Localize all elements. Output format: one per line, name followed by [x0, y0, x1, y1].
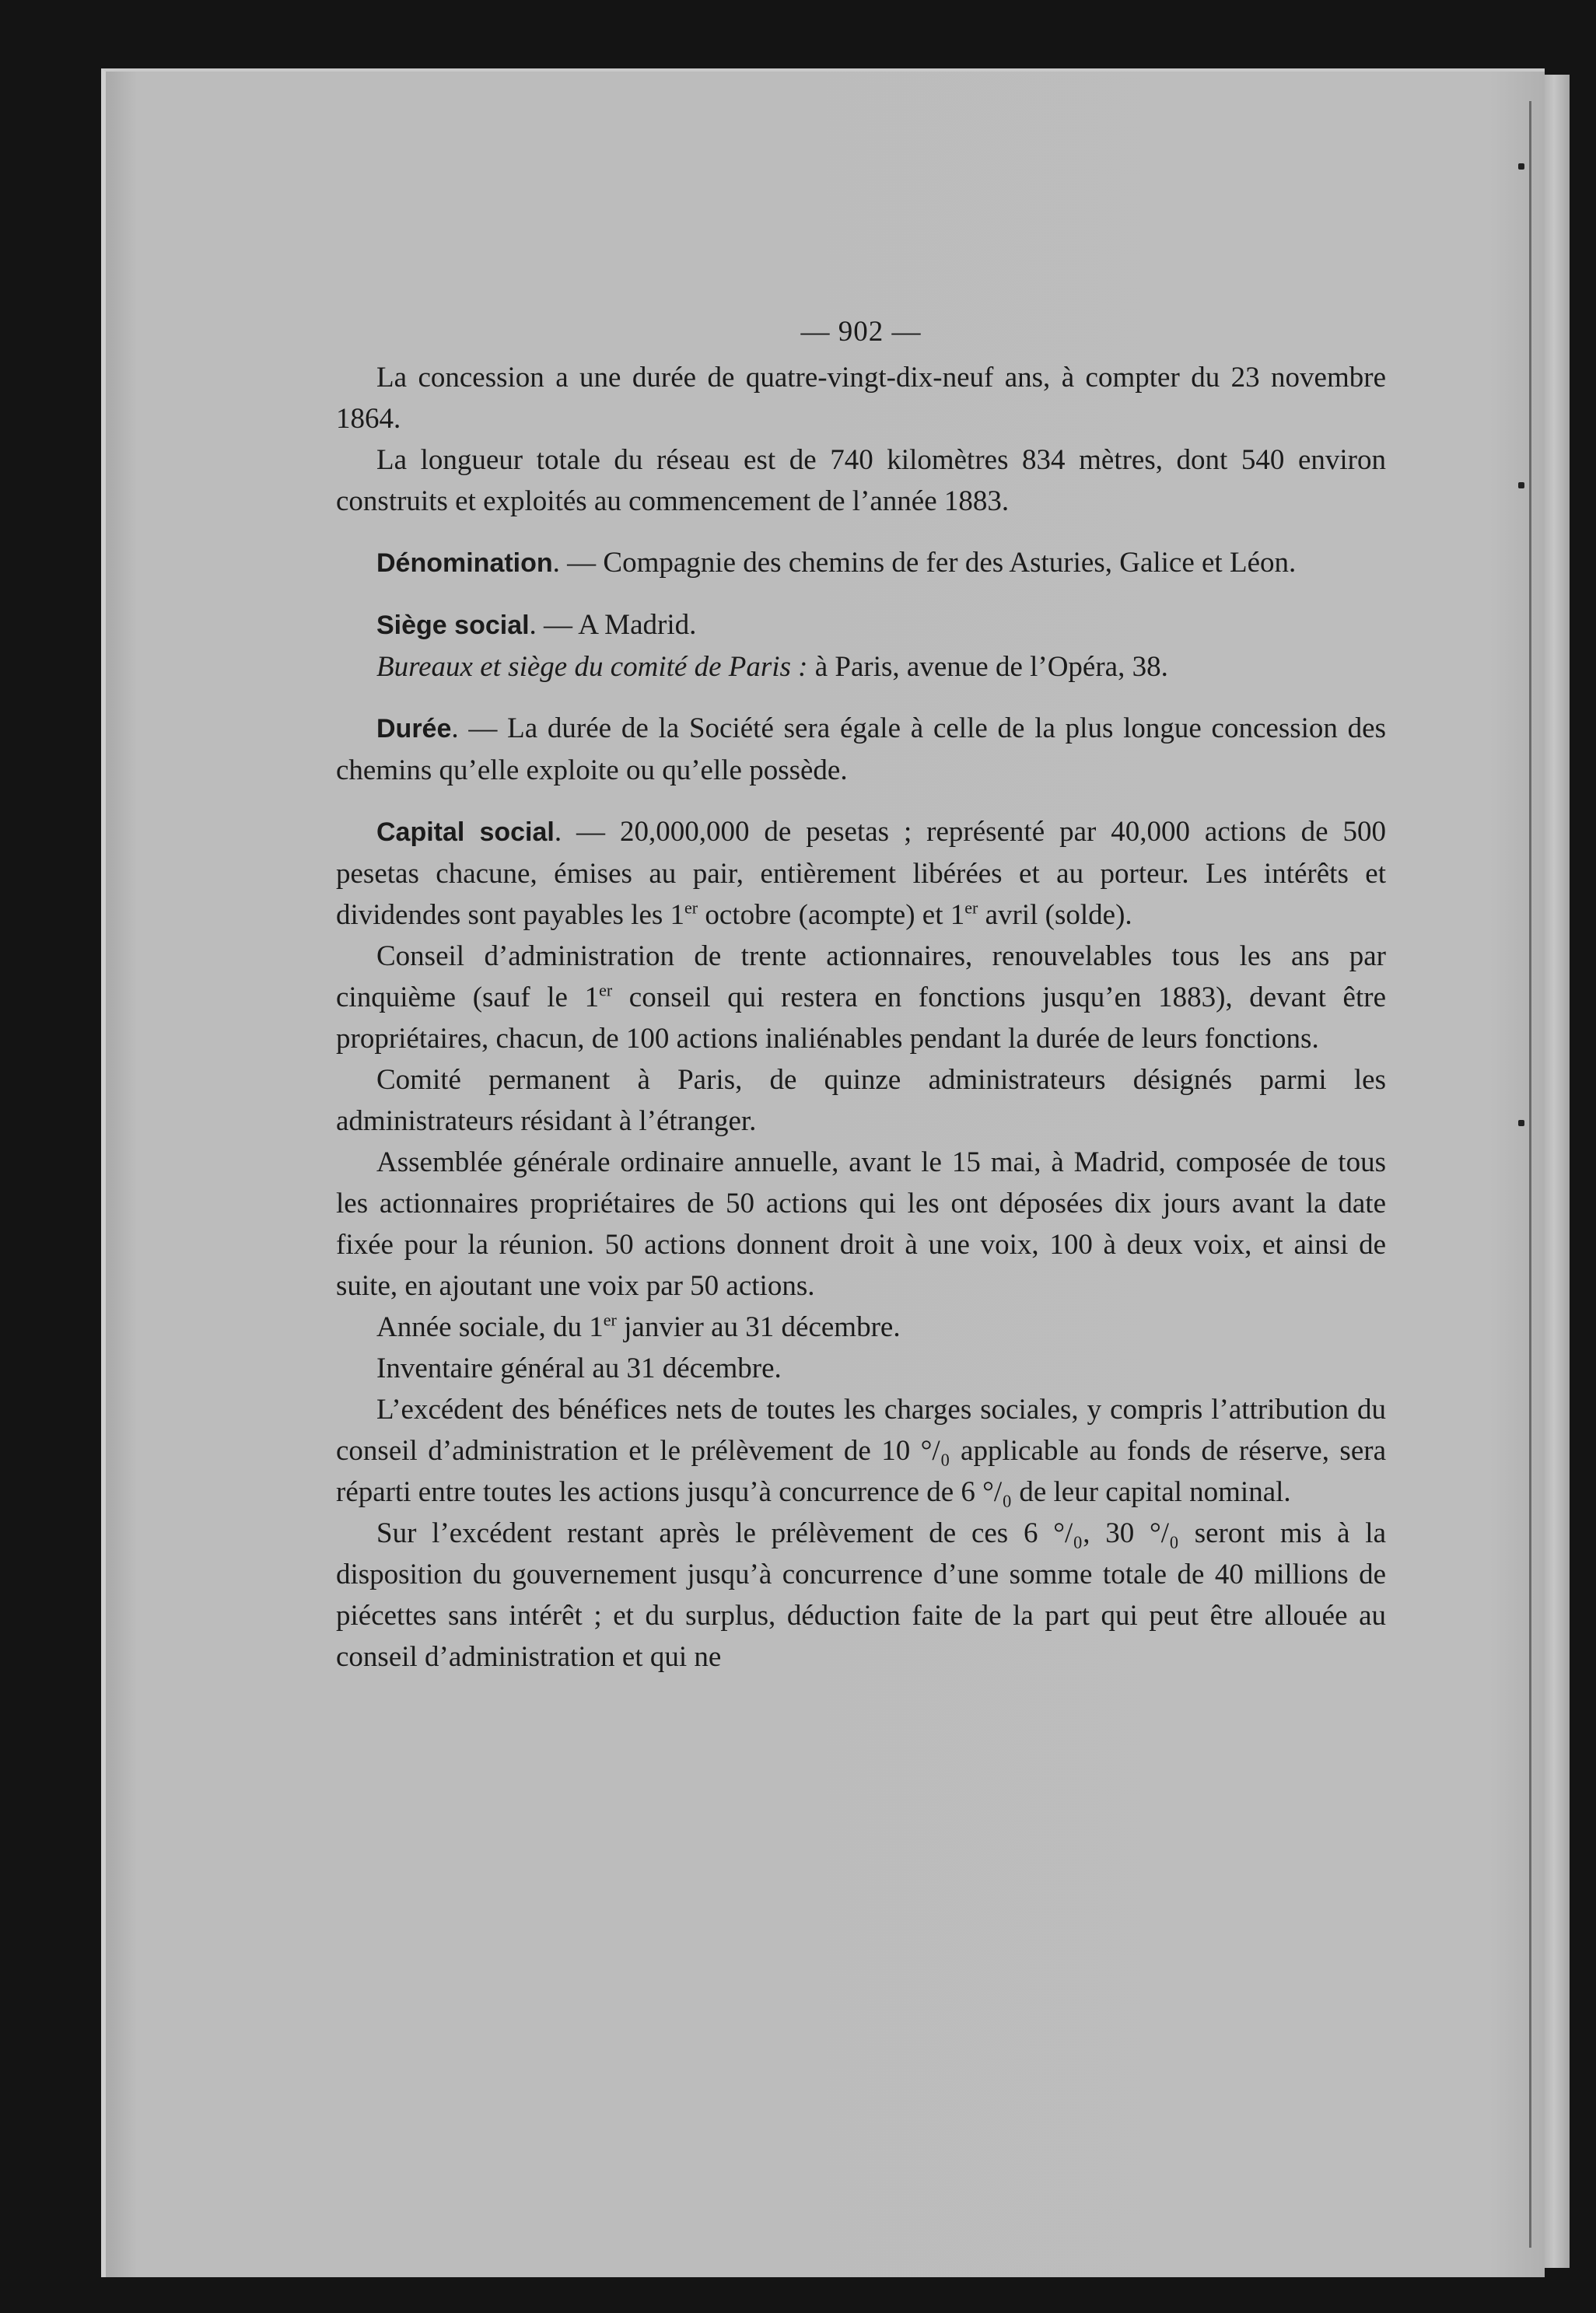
ordinal-superscript: er — [603, 1310, 617, 1330]
ordinal-superscript: er — [684, 898, 698, 918]
binding-thread-mark — [1518, 1120, 1524, 1126]
paragraph-excedent: L’excédent des bénéfices nets de toutes les charges sociales, y compris l’attribution du conseil d’administration et le prélèvement de 10 °/₀ applicable au fonds de réserve, sera réparti entre toutes les actions jusqu’à concurrence de 6 °/₀ de leur capital nominal. — [336, 1394, 1386, 1508]
section-heading-siege: Siège social — [376, 611, 530, 640]
conseil-text-b: conseil qui restera en fonctions jusqu’en 1883), devant être propriétaires, chacun, de 100 actions inaliénables pendant la durée de leurs fonctions. — [336, 982, 1386, 1055]
paragraph-network-length: La longueur totale du réseau est de 740 kilomètres 834 mètres, dont 540 environ construits et exploités au commencement de l’année 1883. — [336, 444, 1386, 517]
paragraph-denomination — [336, 542, 1386, 584]
siege-text: . — A Madrid. — [529, 609, 697, 641]
capital-text-c: avril (solde). — [978, 899, 1132, 931]
conseil-text-a: Conseil d’administration de trente actionnaires, renouvelables tous les ans par cinquième (sauf le 1 — [336, 940, 1386, 1013]
paragraph-conseil — [336, 936, 1386, 1059]
capital-text-a: . — 20,000,000 de pesetas ; représenté par 40,000 actions de 500 pesetas chacune, émises au pair, entièrement libérées et au porteur. Les intérêts et dividendes sont payables les 1 — [336, 816, 1386, 931]
section-heading-denomination: Dénomination — [376, 548, 553, 578]
paragraph-capital — [336, 811, 1386, 936]
page-text — [336, 311, 1386, 1678]
annee-text-b: janvier au 31 décembre. — [616, 1311, 901, 1343]
bureaux-text: à Paris, avenue de l’Opéra, 38. — [807, 651, 1168, 683]
binding-thread-mark — [1518, 163, 1524, 170]
paragraph-duree — [336, 708, 1386, 791]
paragraph-concession-duration: La concession a une durée de quatre-vingt-dix-neuf ans, à compter du 23 novembre 1864. — [336, 362, 1386, 435]
capital-text-b: octobre (acompte) et 1 — [698, 899, 965, 931]
paragraph-bureaux — [336, 646, 1386, 688]
paragraph-sur-excedent: Sur l’excédent restant après le prélèvement de ces 6 °/₀, 30 °/₀ seront mis à la disposition du gouvernement jusqu’à concurrence d’une somme totale de 40 millions de piécettes sans intérêt ; et du surplus, déduction faite de la part qui peut être allouée au conseil d’administration et qui ne — [336, 1517, 1386, 1673]
page-number: — 902 — — [800, 316, 922, 348]
bureaux-label: Bureaux et siège du comité de Paris : — [376, 651, 808, 683]
binding-thread-mark — [1518, 482, 1524, 488]
paragraph-annee-sociale — [336, 1307, 1386, 1348]
annee-text-a: Année sociale, du 1 — [376, 1311, 604, 1343]
ordinal-superscript: er — [964, 898, 978, 918]
section-heading-duree: Durée — [376, 714, 452, 744]
ordinal-superscript: er — [599, 980, 613, 1000]
denomination-text: . — Compagnie des chemins de fer des Asturies, Galice et Léon. — [552, 547, 1297, 579]
paragraph-assemblee: Assemblée générale ordinaire annuelle, avant le 15 mai, à Madrid, composée de tous les actionnaires propriétaires de 50 actions qui les ont déposées dix jours avant la date fixée pour la réunion. 50 actions donnent droit à une voix, 100 à deux voix, et ainsi de suite, en ajoutant une voix par 50 actions. — [336, 1146, 1386, 1302]
paragraph-inventaire: Inventaire général au 31 décembre. — [376, 1352, 782, 1384]
binding-gutter — [1529, 101, 1531, 2248]
section-heading-capital: Capital social — [376, 817, 555, 847]
paragraph-comite: Comité permanent à Paris, de quinze administrateurs désignés parmi les administrateurs résidant à l’étranger. — [336, 1064, 1386, 1137]
duree-text: . — La durée de la Société sera égale à celle de la plus longue concession des chemins qu’elle exploite ou qu’elle possède. — [336, 712, 1386, 786]
paragraph-siege — [336, 604, 1386, 646]
